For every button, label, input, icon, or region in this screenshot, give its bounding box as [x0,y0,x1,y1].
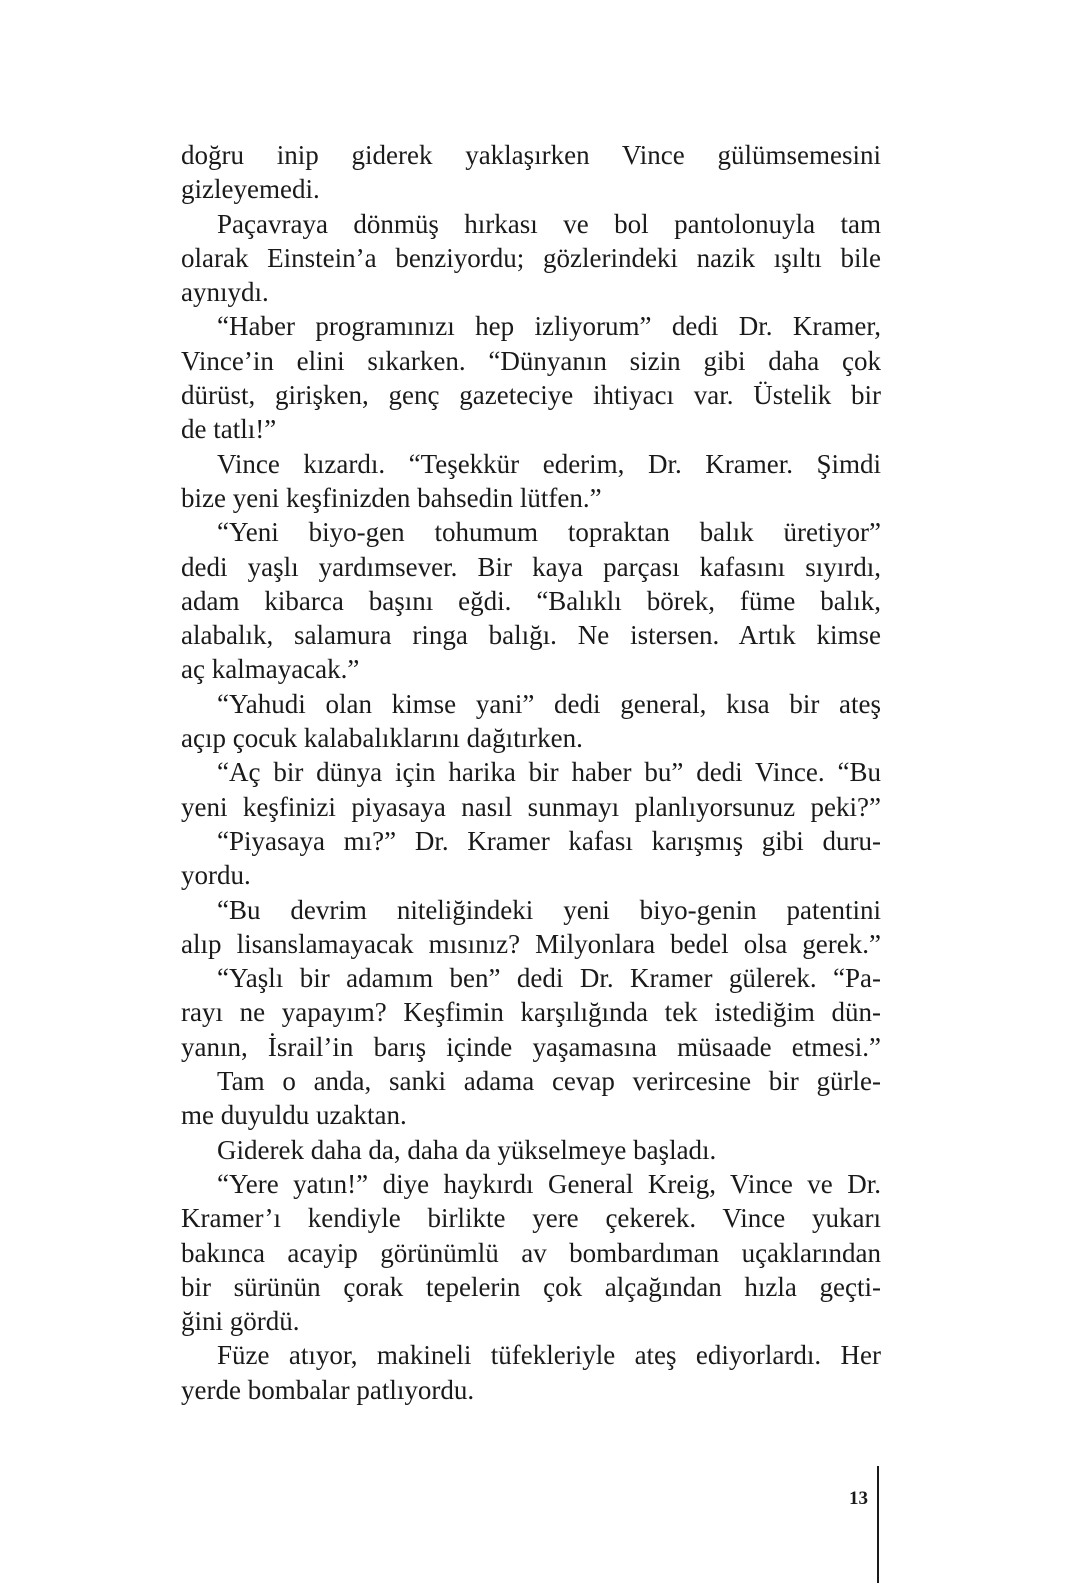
text-line: Tam o anda, sanki adama cevap verircesine bir gürle- [217,1066,881,1097]
text-line: “Yahudi olan kimse yani” dedi general, kısa bir ateş [217,688,881,719]
text-line: dürüst, girişken, genç gazeteciye ihtiyacı var. Üstelik bir [181,380,881,411]
text-line: “Yeni biyo-gen tohumum topraktan balık üretiyor” [217,517,881,548]
text-line: “Bu devrim niteliğindeki yeni biyo-genin patentini [217,894,881,925]
text-line: bize yeni keşfinizden bahsedin lütfen.” [181,482,602,513]
page-number: 13 [849,1488,868,1509]
text-line: rayı ne yapayım? Keşfimin karşılığında tek istediğim dün- [181,997,881,1028]
text-line: alabalık, salamura ringa balığı. Ne istersen. Artık kimse [181,620,881,651]
text-line: olarak Einstein’a benziyordu; gözlerindeki nazik ışıltı bile [181,242,881,273]
text-line: “Piyasaya mı?” Dr. Kramer kafası karışmış gibi duru- [217,825,881,856]
text-line: Füze atıyor, makineli tüfekleriyle ateş ediyorlardı. Her [217,1340,881,1371]
text-line: alıp lisanslamayacak mısınız? Milyonlara bedel olsa gerek.” [181,928,881,959]
text-line: yeni keşfinizi piyasaya nasıl sunmayı planlıyorsunuz peki?” [181,791,881,822]
text-line: doğru inip giderek yaklaşırken Vince gülümsemesini [181,140,881,170]
text-line: yordu. [181,860,251,891]
text-line: adam kibarca başını eğdi. “Balıklı börek, füme balık, [181,585,881,616]
text-line: dedi yaşlı yardımsever. Bir kaya parçası kafasını sıyırdı, [181,551,881,582]
text-line: yanın, İsrail’in barış içinde yaşamasına müsaade etmesi.” [181,1031,881,1062]
text-line: bakınca acayip görünümlü av bombardıman uçaklarından [181,1237,881,1268]
text-line: Paçavraya dönmüş hırkası ve bol pantolonuyla tam [217,208,881,239]
text-line: “Yere yatın!” diye haykırdı General Kreig, Vince ve Dr. [217,1168,881,1199]
text-line: Kramer’ı kendiyle birlikte yere çekerek. Vince yukarı [181,1203,881,1234]
text-line: aynıydı. [181,277,269,308]
text-line: ğini gördü. [181,1306,300,1337]
text-line: de tatlı!” [181,414,277,445]
margin-rule [877,1466,879,1583]
text-line: bir sürünün çorak tepelerin çok alçağından hızla geçti- [181,1271,881,1302]
text-line: “Yaşlı bir adamım ben” dedi Dr. Kramer gülerek. “Pa- [217,963,881,994]
text-line: gizleyemedi. [181,174,320,205]
text-line: yerde bombalar patlıyordu. [181,1374,475,1405]
text-line: Giderek daha da, daha da yükselmeye başladı. [217,1134,717,1165]
text-line: Vince kızardı. “Teşekkür ederim, Dr. Kramer. Şimdi [217,448,881,479]
text-line: “Haber programınızı hep izliyorum” dedi Dr. Kramer, [217,311,881,342]
text-line: aç kalmayacak.” [181,654,360,685]
text-line: Vince’in elini sıkarken. “Dünyanın sizin gibi daha çok [181,345,881,376]
body-text [181,138,881,1407]
text-line: açıp çocuk kalabalıklarını dağıtırken. [181,723,583,754]
text-line: me duyuldu uzaktan. [181,1100,407,1131]
text-line: “Aç bir dünya için harika bir haber bu” dedi Vince. “Bu [217,757,881,788]
